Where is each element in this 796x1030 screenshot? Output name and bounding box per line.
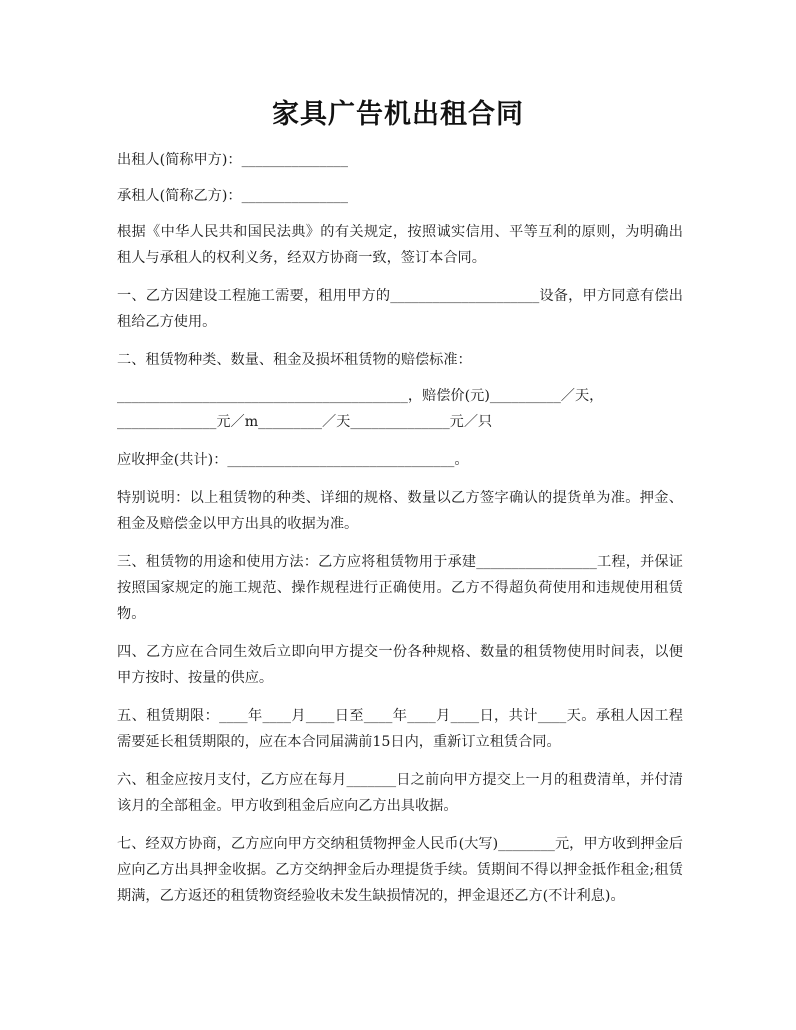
clause-2-items [117,383,683,435]
clause-1: 一、乙方因建设工程施工需要，租用甲方的_____________________设备，甲方同意有偿出租给乙方使用。 [117,288,683,330]
lessor-line: 出租人(简称甲方)：_______________ [117,152,348,168]
special-note: 特别说明：以上租赁物的种类、详细的规格、数量以乙方签字确认的提货单为准。押金、租金及赔偿金以甲方出具的收据为准。 [117,490,683,532]
clause-6: 六、租金应按月支付，乙方应在每月_______日之前向甲方提交上一月的租费清单，并付清该月的全部租金。甲方收到租金后应向乙方出具收据。 [117,772,683,814]
deposit-line: 应收押金(共计)：________________________________。 [117,452,469,468]
lessee-line: 承租人(简称乙方)：_______________ [117,188,348,204]
clause-7: 七、经双方协商，乙方应向甲方交纳租赁物押金人民币(大写)________元，甲方收到押金后应向乙方出具押金收据。乙方交纳押金后办理提货手续。赁期间不得以押金抵作租金;租赁期满，乙方返还的租赁物资经验收未发生缺损情况的，押金退还乙方(不计利息)。 [117,836,683,904]
clause-2-heading: 二、租赁物种类、数量、租金及损坏租赁物的赔偿标准： [117,352,472,368]
clause-5: 五、租赁期限：____年____月____日至____年____月____日，共计____天。承租人因工程需要延长租赁期限的，应在本合同届满前15日内，重新订立租赁合同。 [117,708,683,750]
preamble-paragraph: 根据《中华人民共和国民法典》的有关规定，按照诚实信用、平等互利的原则，为明确出租人与承租人的权利义务，经双方协商一致，签订本合同。 [117,224,683,266]
clause-2-line-1: _________________________________________，赔偿价(元)__________／天， [117,388,604,404]
clause-2-line-2: ______________元／m_________／天______________元／只 [117,414,493,430]
contract-body [117,147,683,921]
document-title: 家具广告机出租合同 [272,99,524,130]
clause-4: 四、乙方应在合同生效后立即向甲方提交一份各种规格、数量的租赁物使用时间表，以便甲方按时、按量的供应。 [117,644,683,686]
clause-3: 三、租赁物的用途和使用方法：乙方应将租赁物用于承建_________________工程，并保证按照国家规定的施工规范、操作规程进行正确使用。乙方不得超负荷使用和违规使用租赁物。 [117,554,683,622]
